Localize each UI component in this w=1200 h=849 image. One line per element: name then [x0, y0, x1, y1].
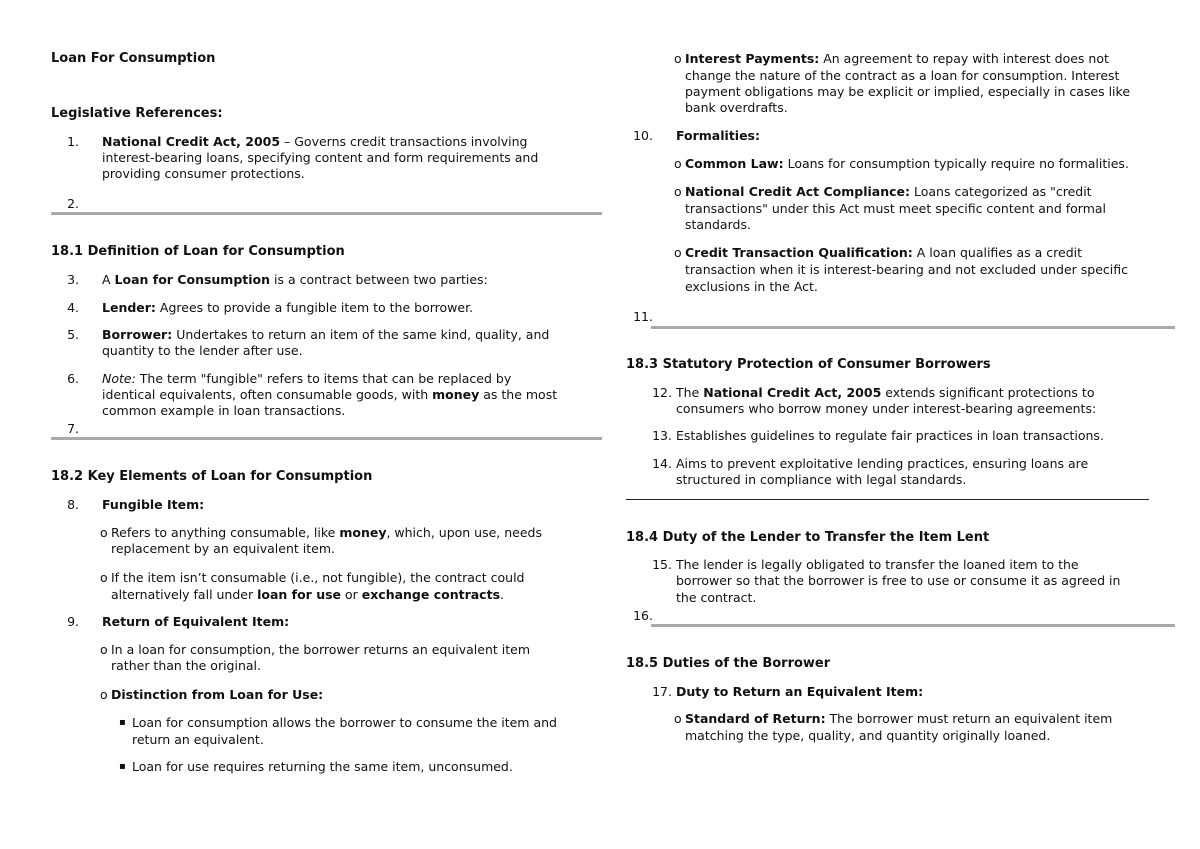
circle-bullet-icon: o [100, 570, 108, 585]
item-number: 11. [633, 309, 653, 324]
list-item-text: common example in loan transactions. [102, 403, 346, 418]
section-heading-18-3: 18.3 Statutory Protection of Consumer Borrowers [626, 357, 991, 372]
item-number: 14. [652, 456, 672, 471]
list-item-text: identical equivalents, often consumable goods, with money as the most [102, 387, 558, 402]
bullet-text: If the item isn’t consumable (i.e., not fungible), the contract could [111, 570, 525, 585]
list-item-text: structured in compliance with legal standards. [676, 472, 967, 487]
sub-bullet-text: Loan for consumption allows the borrower to consume the item and [132, 715, 557, 730]
circle-bullet-icon: o [674, 51, 682, 66]
list-item-text: Borrower: Undertakes to return an item of the same kind, quality, and [102, 327, 550, 342]
section-heading-18-5: 18.5 Duties of the Borrower [626, 656, 831, 671]
item-number: 2. [67, 196, 79, 211]
bullet-text: change the nature of the contract as a loan for consumption. Interest [685, 68, 1120, 83]
circle-bullet-icon: o [100, 687, 108, 702]
list-item-text: The National Credit Act, 2005 extends significant protections to [676, 385, 1095, 400]
bullet-text: transaction when it is interest-bearing and not excluded under specific [685, 262, 1129, 277]
bullet-text: Interest Payments: An agreement to repay with interest does not [685, 51, 1109, 66]
list-item-heading: Fungible Item: [102, 497, 205, 512]
bullet-text: matching the type, quality, and quantity originally loaned. [685, 728, 1051, 743]
bullet-text: Refers to anything consumable, like money, which, upon use, needs [111, 525, 542, 540]
section-divider [651, 326, 1175, 329]
list-item-text: borrower so that the borrower is free to use or consume it as agreed in [676, 573, 1121, 588]
item-number: 5. [67, 327, 79, 342]
list-item-text: providing consumer protections. [102, 166, 305, 181]
bullet-text: rather than the original. [111, 658, 261, 673]
item-number: 12. [652, 385, 672, 400]
bullet-text: Credit Transaction Qualification: A loan qualifies as a credit [685, 245, 1082, 260]
bullet-text: National Credit Act Compliance: Loans categorized as "credit [685, 184, 1092, 199]
circle-bullet-icon: o [100, 525, 108, 540]
list-item-text: Aims to prevent exploitative lending practices, ensuring loans are [676, 456, 1089, 471]
bullet-text: exclusions in the Act. [685, 279, 818, 294]
sub-bullet-text: return an equivalent. [132, 732, 264, 747]
list-item-text: National Credit Act, 2005 – Governs credit transactions involving [102, 134, 528, 149]
section-divider [626, 499, 1149, 500]
list-item-text: Note: The term "fungible" refers to items that can be replaced by [102, 371, 512, 386]
circle-bullet-icon: o [674, 156, 682, 171]
item-number: 13. [652, 428, 672, 443]
bullet-text: payment obligations may be explicit or implied, especially in cases like [685, 84, 1131, 99]
circle-bullet-icon: o [674, 711, 682, 726]
bullet-text: standards. [685, 217, 751, 232]
item-number: 15. [652, 557, 672, 572]
bullet-text: Common Law: Loans for consumption typically require no formalities. [685, 156, 1129, 171]
bullet-text: Standard of Return: The borrower must return an equivalent item [685, 711, 1113, 726]
item-number: 3. [67, 272, 79, 287]
circle-bullet-icon: o [674, 184, 682, 199]
bullet-text: replacement by an equivalent item. [111, 541, 335, 556]
circle-bullet-icon: o [100, 642, 108, 657]
item-number: 4. [67, 300, 79, 315]
item-number: 8. [67, 497, 79, 512]
bullet-text: bank overdrafts. [685, 100, 788, 115]
item-number: 6. [67, 371, 79, 386]
item-number: 16. [633, 608, 653, 623]
sub-bullet-text: Loan for use requires returning the same item, unconsumed. [132, 759, 513, 774]
item-number: 7. [67, 421, 79, 436]
item-number: 10. [633, 128, 653, 143]
bullet-text: transactions" under this Act must meet specific content and formal [685, 201, 1107, 216]
document-title: Loan For Consumption [51, 51, 216, 66]
bullet-text: In a loan for consumption, the borrower returns an equivalent item [111, 642, 531, 657]
square-bullet-icon: ▪ [119, 761, 126, 772]
list-item-text: Establishes guidelines to regulate fair practices in loan transactions. [676, 428, 1104, 443]
item-number: 1. [67, 134, 79, 149]
square-bullet-icon: ▪ [119, 717, 126, 728]
section-heading-18-2: 18.2 Key Elements of Loan for Consumption [51, 469, 373, 484]
bullet-heading: Distinction from Loan for Use: [111, 687, 324, 702]
item-number: 17. [652, 684, 672, 699]
section-divider [651, 624, 1175, 627]
circle-bullet-icon: o [674, 245, 682, 260]
item-number: 9. [67, 614, 79, 629]
list-item-text: interest-bearing loans, specifying content and form requirements and [102, 150, 539, 165]
list-item-heading: Formalities: [676, 128, 760, 143]
list-item-text: the contract. [676, 590, 757, 605]
legislative-references-heading: Legislative References: [51, 106, 223, 121]
list-item-heading: Duty to Return an Equivalent Item: [676, 684, 924, 699]
bullet-text: alternatively fall under loan for use or exchange contracts. [111, 587, 504, 602]
list-item-text: A Loan for Consumption is a contract between two parties: [102, 272, 488, 287]
list-item-text: Lender: Agrees to provide a fungible item to the borrower. [102, 300, 474, 315]
section-heading-18-4: 18.4 Duty of the Lender to Transfer the Item Lent [626, 530, 990, 545]
list-item-text: consumers who borrow money under interest-bearing agreements: [676, 401, 1097, 416]
list-item-heading: Return of Equivalent Item: [102, 614, 290, 629]
list-item-text: quantity to the lender after use. [102, 343, 303, 358]
section-heading-18-1: 18.1 Definition of Loan for Consumption [51, 244, 345, 259]
list-item-text: The lender is legally obligated to transfer the loaned item to the [676, 557, 1079, 572]
section-divider [51, 437, 602, 440]
section-divider [51, 212, 602, 215]
